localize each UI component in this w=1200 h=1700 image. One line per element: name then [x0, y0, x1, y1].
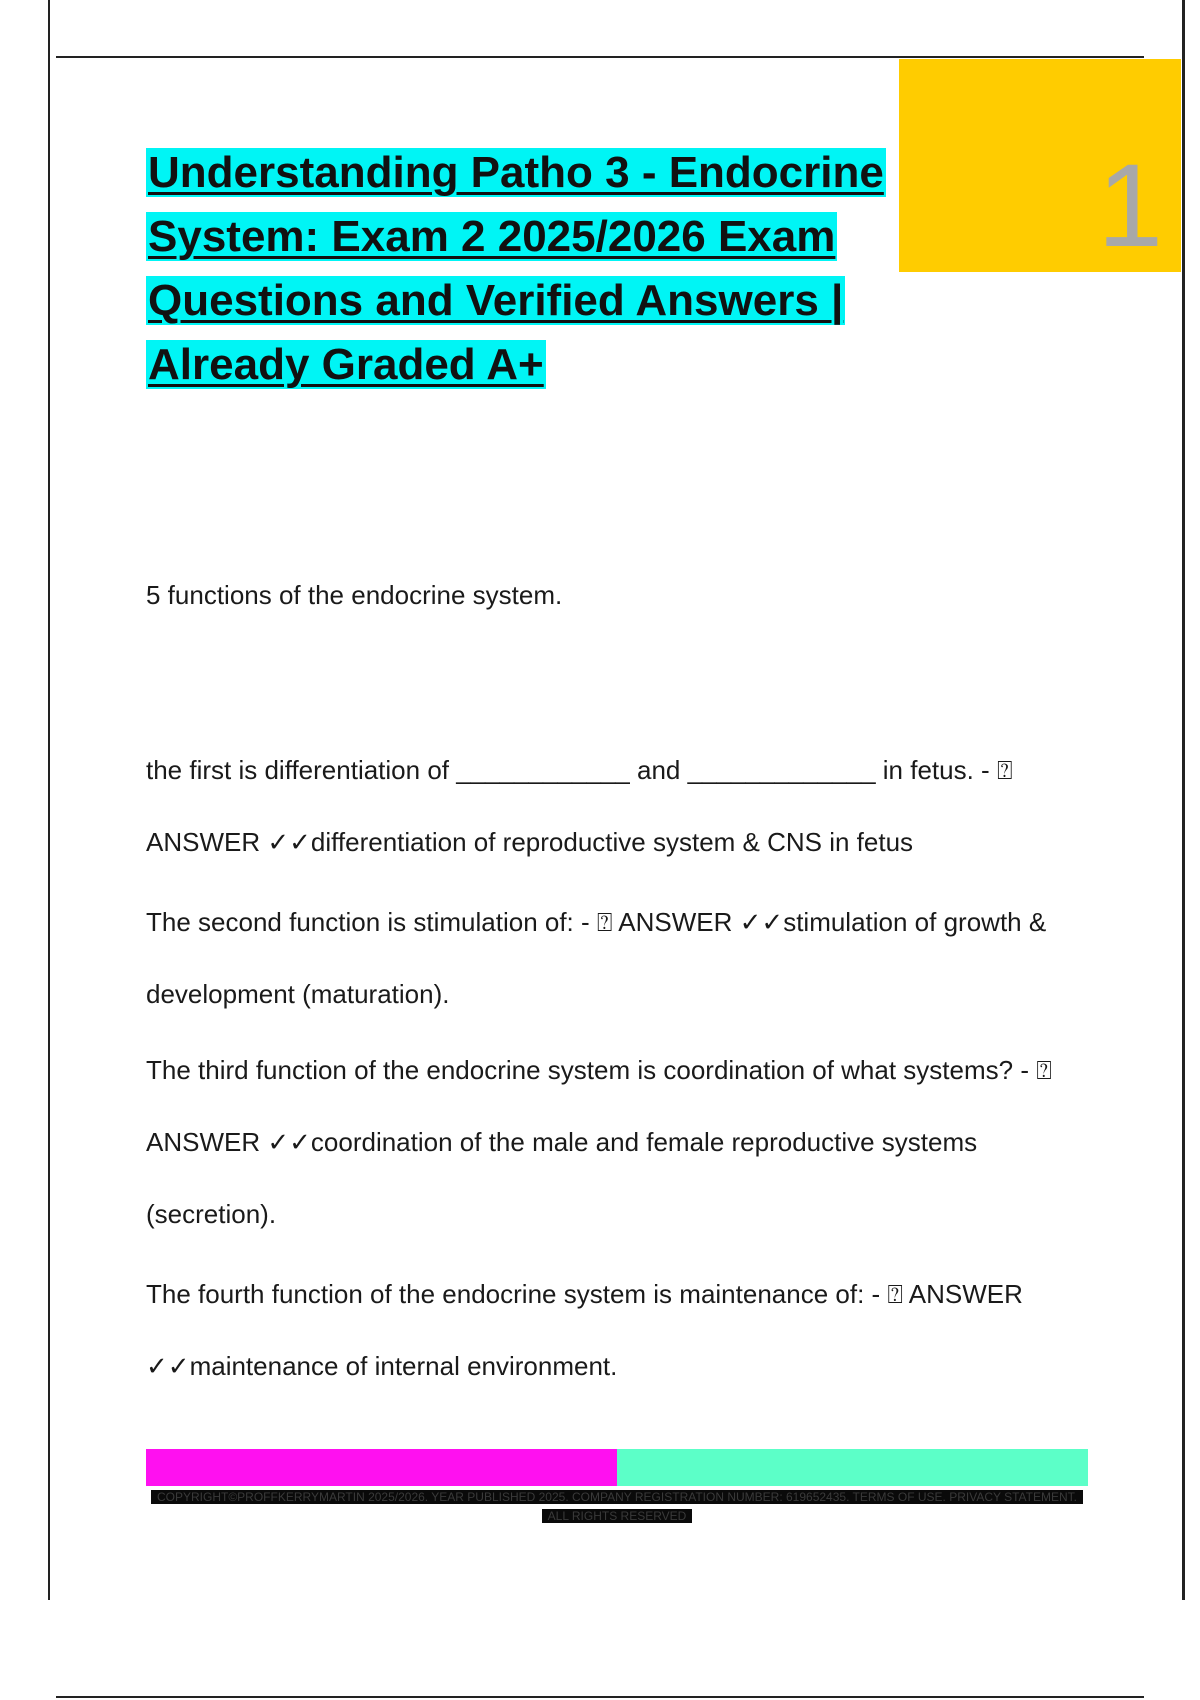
document-body	[146, 576, 1096, 1410]
document-title	[146, 141, 976, 397]
footer-bar-left	[146, 1449, 617, 1486]
qa-item: the first is differentiation of ____________ and _____________ in fetus. - ⍰ ANSWER ✓✓differentiation of reproductive system & CNS in fetus	[146, 755, 1013, 857]
copyright-text: COPYRIGHT©PROFFKERRYMARTIN 2025/2026. YEAR PUBLISHED 2025. COMPANY REGISTRATION NUMBER: 619652435. TERMS OF USE. PRIVACY STATEMENT. ALL RIGHTS RESERVED	[151, 1490, 1083, 1523]
document-title-text: Understanding Patho 3 - Endocrine System: Exam 2 2025/2026 Exam Questions and Verified Answers | Already Graded A+	[148, 148, 884, 389]
qa-item: The fourth function of the endocrine system is maintenance of: - ⍰ ANSWER ✓✓maintenance of internal environment.	[146, 1279, 1023, 1381]
footer-bar-right	[617, 1449, 1088, 1486]
page-border-left	[48, 0, 50, 1600]
footer-color-bar	[146, 1449, 1088, 1486]
page-number: 1	[1097, 140, 1163, 272]
intro-text: 5 functions of the endocrine system.	[146, 580, 563, 610]
qa-item: The third function of the endocrine system is coordination of what systems? - ⍰ ANSWER ✓✓coordination of the male and female reproductive systems (secretion).	[146, 1055, 1052, 1229]
qa-item: The second function is stimulation of: - ⍰ ANSWER ✓✓stimulation of growth & development (maturation).	[146, 907, 1047, 1009]
copyright-notice	[150, 1488, 1084, 1526]
bottom-rule	[56, 1696, 1144, 1698]
top-rule	[56, 56, 1144, 58]
page-border-right	[1182, 0, 1185, 1600]
